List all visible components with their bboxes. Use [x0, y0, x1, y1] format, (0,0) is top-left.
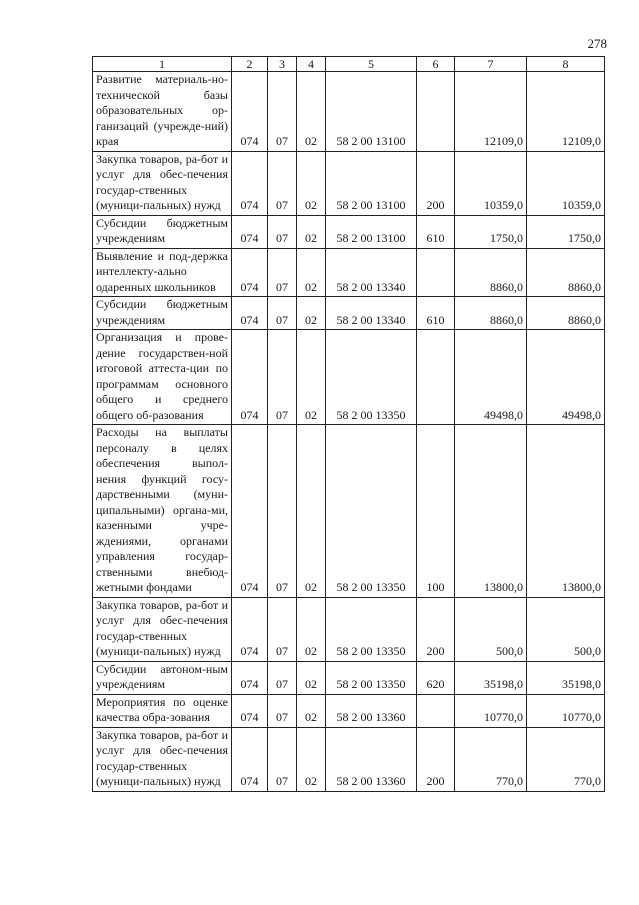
expense-type-code	[417, 248, 455, 297]
table-row	[93, 151, 605, 215]
row-name: Мероприятия по оценке качества обра-зования	[93, 694, 232, 727]
subsection-code: 02	[297, 694, 326, 727]
section-code: 07	[268, 72, 297, 152]
admin-code: 074	[232, 215, 268, 248]
section-code: 07	[268, 151, 297, 215]
amount-col8: 770,0	[527, 727, 605, 791]
amount-col8: 8860,0	[527, 297, 605, 330]
section-code: 07	[268, 297, 297, 330]
expense-type-code	[417, 330, 455, 425]
admin-code: 074	[232, 297, 268, 330]
amount-col7: 500,0	[455, 597, 527, 661]
row-name: Закупка товаров, ра-бот и услуг для обес-печения государ-ственных (муници-пальных) нужд	[93, 727, 232, 791]
amount-col8: 8860,0	[527, 248, 605, 297]
page-number: 278	[587, 36, 607, 51]
row-name: Субсидии бюджетным учреждениям	[93, 215, 232, 248]
amount-col8: 10359,0	[527, 151, 605, 215]
expense-type-code: 610	[417, 297, 455, 330]
amount-col7: 12109,0	[455, 72, 527, 152]
expense-type-code	[417, 72, 455, 152]
subsection-code: 02	[297, 330, 326, 425]
admin-code: 074	[232, 661, 268, 694]
budget-table	[92, 56, 605, 792]
subsection-code: 02	[297, 727, 326, 791]
row-name: Субсидии автоном-ным учреждениям	[93, 661, 232, 694]
row-name: Выявление и под-держка интеллекту-ально одаренных школьников	[93, 248, 232, 297]
table-row	[93, 694, 605, 727]
target-article-code: 58 2 00 13350	[326, 330, 417, 425]
target-article-code: 58 2 00 13360	[326, 727, 417, 791]
amount-col7: 10770,0	[455, 694, 527, 727]
target-article-code: 58 2 00 13350	[326, 425, 417, 598]
amount-col7: 10359,0	[455, 151, 527, 215]
admin-code: 074	[232, 72, 268, 152]
table-row	[93, 661, 605, 694]
row-name: Организация и прове-дение государствен-ной итоговой аттеста-ции по программам основного общего и среднего общего об-разования	[93, 330, 232, 425]
col-header-8: 8	[527, 57, 605, 72]
table-row	[93, 727, 605, 791]
subsection-code: 02	[297, 297, 326, 330]
col-header-7: 7	[455, 57, 527, 72]
expense-type-code: 200	[417, 597, 455, 661]
table-row	[93, 248, 605, 297]
row-name: Закупка товаров, ра-бот и услуг для обес-печения государ-ственных (муници-пальных) нужд	[93, 151, 232, 215]
col-header-1: 1	[93, 57, 232, 72]
admin-code: 074	[232, 597, 268, 661]
row-name: Развитие материаль-но-технической базы образовательных ор-ганизаций (учрежде-ний) края	[93, 72, 232, 152]
admin-code: 074	[232, 727, 268, 791]
section-code: 07	[268, 215, 297, 248]
target-article-code: 58 2 00 13360	[326, 694, 417, 727]
amount-col8: 10770,0	[527, 694, 605, 727]
amount-col8: 49498,0	[527, 330, 605, 425]
admin-code: 074	[232, 425, 268, 598]
amount-col7: 13800,0	[455, 425, 527, 598]
table-row	[93, 330, 605, 425]
expense-type-code	[417, 694, 455, 727]
admin-code: 074	[232, 248, 268, 297]
subsection-code: 02	[297, 151, 326, 215]
expense-type-code: 200	[417, 151, 455, 215]
col-header-6: 6	[417, 57, 455, 72]
amount-col8: 12109,0	[527, 72, 605, 152]
row-name: Расходы на выплаты персоналу в целях обеспечения выпол-нения функций госу-дарственными (муни-ципальными) органа-ми, казенными учре-ждениями, органами управления государ-ственными внебюд-жетными фондами	[93, 425, 232, 598]
subsection-code: 02	[297, 425, 326, 598]
target-article-code: 58 2 00 13340	[326, 248, 417, 297]
section-code: 07	[268, 248, 297, 297]
section-code: 07	[268, 425, 297, 598]
table-row	[93, 425, 605, 598]
target-article-code: 58 2 00 13100	[326, 151, 417, 215]
row-name: Субсидии бюджетным учреждениям	[93, 297, 232, 330]
target-article-code: 58 2 00 13100	[326, 215, 417, 248]
amount-col7: 49498,0	[455, 330, 527, 425]
admin-code: 074	[232, 151, 268, 215]
section-code: 07	[268, 727, 297, 791]
target-article-code: 58 2 00 13350	[326, 661, 417, 694]
subsection-code: 02	[297, 72, 326, 152]
expense-type-code: 610	[417, 215, 455, 248]
amount-col8: 1750,0	[527, 215, 605, 248]
col-header-4: 4	[297, 57, 326, 72]
target-article-code: 58 2 00 13340	[326, 297, 417, 330]
section-code: 07	[268, 330, 297, 425]
amount-col8: 35198,0	[527, 661, 605, 694]
row-name: Закупка товаров, ра-бот и услуг для обес-печения государ-ственных (муници-пальных) нужд	[93, 597, 232, 661]
table-row	[93, 597, 605, 661]
amount-col7: 8860,0	[455, 248, 527, 297]
expense-type-code: 100	[417, 425, 455, 598]
subsection-code: 02	[297, 597, 326, 661]
subsection-code: 02	[297, 661, 326, 694]
col-header-2: 2	[232, 57, 268, 72]
col-header-5: 5	[326, 57, 417, 72]
amount-col7: 35198,0	[455, 661, 527, 694]
amount-col7: 770,0	[455, 727, 527, 791]
amount-col8: 13800,0	[527, 425, 605, 598]
amount-col8: 500,0	[527, 597, 605, 661]
amount-col7: 8860,0	[455, 297, 527, 330]
section-code: 07	[268, 597, 297, 661]
table-row	[93, 72, 605, 152]
col-header-3: 3	[268, 57, 297, 72]
subsection-code: 02	[297, 248, 326, 297]
table-row	[93, 297, 605, 330]
table-row	[93, 215, 605, 248]
target-article-code: 58 2 00 13100	[326, 72, 417, 152]
target-article-code: 58 2 00 13350	[326, 597, 417, 661]
expense-type-code: 200	[417, 727, 455, 791]
admin-code: 074	[232, 330, 268, 425]
amount-col7: 1750,0	[455, 215, 527, 248]
header-row	[93, 57, 605, 72]
section-code: 07	[268, 694, 297, 727]
admin-code: 074	[232, 694, 268, 727]
subsection-code: 02	[297, 215, 326, 248]
expense-type-code: 620	[417, 661, 455, 694]
section-code: 07	[268, 661, 297, 694]
